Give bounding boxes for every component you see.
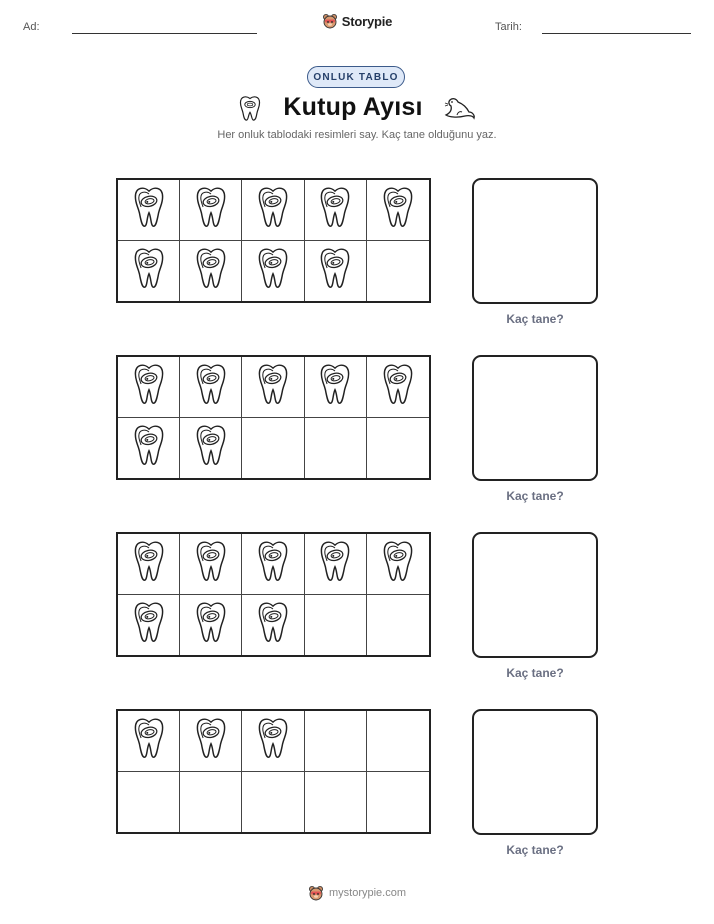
ten-frame-cell <box>367 357 429 418</box>
ten-frame <box>116 532 431 657</box>
bear-logo-icon <box>308 885 324 901</box>
answer-prompt: Kaç tane? <box>506 843 564 857</box>
name-label: Ad: <box>23 21 40 33</box>
tooth-with-meat-icon <box>318 245 352 296</box>
ten-frame-cell <box>180 534 242 595</box>
tooth-with-meat-icon <box>194 715 228 766</box>
ten-frame-cell <box>305 357 367 418</box>
ten-frame-cell <box>367 711 429 772</box>
ten-frame-cell <box>367 772 429 833</box>
tooth-icon <box>237 94 263 122</box>
tooth-with-meat-icon <box>194 245 228 296</box>
answer-box[interactable] <box>472 709 598 835</box>
date-line[interactable] <box>542 33 691 34</box>
ten-frame-cell <box>367 534 429 595</box>
ten-frame-cell <box>118 418 180 479</box>
ten-frame-cell <box>180 595 242 656</box>
worksheet-type-badge: ONLUK TABLO <box>307 66 405 88</box>
ten-frame-cell <box>242 418 304 479</box>
answer-prompt: Kaç tane? <box>506 312 564 326</box>
tooth-with-meat-icon <box>256 361 290 412</box>
ten-frame-cell <box>118 357 180 418</box>
tooth-with-meat-icon <box>132 422 166 473</box>
ten-frame-cell <box>305 595 367 656</box>
ten-frame-cell <box>180 357 242 418</box>
ten-frame <box>116 709 431 834</box>
tooth-with-meat-icon <box>132 599 166 650</box>
title-row <box>0 93 714 122</box>
tooth-with-meat-icon <box>194 422 228 473</box>
tooth-with-meat-icon <box>194 538 228 589</box>
date-label: Tarih: <box>495 21 522 33</box>
ten-frame-cell <box>367 180 429 241</box>
answer-prompt: Kaç tane? <box>506 666 564 680</box>
ten-frame-cell <box>367 595 429 656</box>
ten-frame-cell <box>305 241 367 302</box>
ten-frame-cell <box>305 534 367 595</box>
tooth-with-meat-icon <box>318 184 352 235</box>
instructions: Her onluk tablodaki resimleri say. Kaç tane olduğunu yaz. <box>217 129 497 141</box>
tooth-with-meat-icon <box>132 538 166 589</box>
ten-frame-cell <box>305 772 367 833</box>
ten-frame-cell <box>242 595 304 656</box>
brand-logo <box>0 13 714 29</box>
ten-frame-cell <box>242 711 304 772</box>
ten-frame-cell <box>180 711 242 772</box>
ten-frame-cell <box>242 241 304 302</box>
ten-frame <box>116 355 431 480</box>
ten-frame-cell <box>367 241 429 302</box>
tooth-with-meat-icon <box>256 538 290 589</box>
ten-frame <box>116 178 431 303</box>
answer-box[interactable] <box>472 532 598 658</box>
ten-frame-cell <box>367 418 429 479</box>
ten-frame-cell <box>305 180 367 241</box>
answer-box[interactable] <box>472 178 598 304</box>
ten-frame-cell <box>118 772 180 833</box>
page-title: Kutup Ayısı <box>283 93 423 121</box>
tooth-with-meat-icon <box>256 715 290 766</box>
bear-logo-icon <box>322 13 338 29</box>
seal-icon <box>443 95 477 121</box>
ten-frame-cell <box>180 180 242 241</box>
tooth-with-meat-icon <box>194 184 228 235</box>
ten-frame-cell <box>305 711 367 772</box>
tooth-with-meat-icon <box>381 361 415 412</box>
tooth-with-meat-icon <box>318 361 352 412</box>
ten-frame-cell <box>242 180 304 241</box>
tooth-with-meat-icon <box>256 245 290 296</box>
tooth-with-meat-icon <box>381 184 415 235</box>
ten-frame-cell <box>118 534 180 595</box>
ten-frame-cell <box>242 772 304 833</box>
ten-frame-cell <box>242 534 304 595</box>
tooth-with-meat-icon <box>381 538 415 589</box>
brand-name: Storypie <box>341 13 393 29</box>
ten-frame-cell <box>180 241 242 302</box>
ten-frame-cell <box>242 357 304 418</box>
name-line[interactable] <box>72 33 257 34</box>
tooth-with-meat-icon <box>132 715 166 766</box>
tooth-with-meat-icon <box>132 184 166 235</box>
ten-frame-cell <box>305 418 367 479</box>
tooth-with-meat-icon <box>256 599 290 650</box>
footer-url[interactable]: mystorypie.com <box>328 887 407 899</box>
ten-frame-cell <box>180 418 242 479</box>
answer-box[interactable] <box>472 355 598 481</box>
ten-frame-cell <box>118 711 180 772</box>
tooth-with-meat-icon <box>318 538 352 589</box>
ten-frame-cell <box>118 180 180 241</box>
answer-prompt: Kaç tane? <box>506 489 564 503</box>
tooth-with-meat-icon <box>132 361 166 412</box>
ten-frame-cell <box>180 772 242 833</box>
ten-frame-cell <box>118 241 180 302</box>
ten-frame-cell <box>118 595 180 656</box>
tooth-with-meat-icon <box>132 245 166 296</box>
tooth-with-meat-icon <box>256 184 290 235</box>
tooth-with-meat-icon <box>194 599 228 650</box>
tooth-with-meat-icon <box>194 361 228 412</box>
footer <box>0 885 714 901</box>
